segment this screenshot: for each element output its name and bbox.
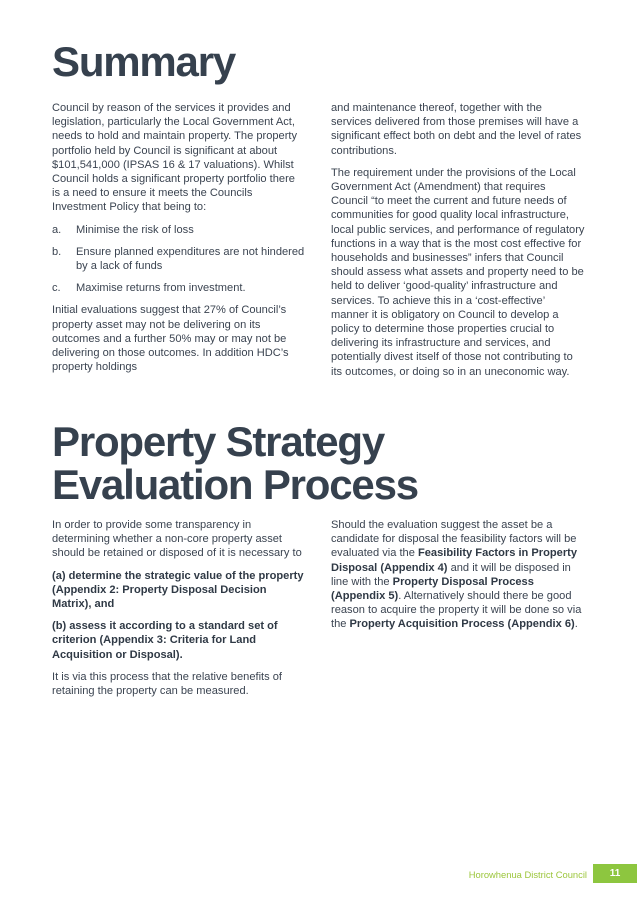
page-number-badge: 11 bbox=[593, 864, 637, 883]
process-closing-paragraph: It is via this process that the relative benefits of retaining the property can be measured. bbox=[52, 670, 283, 698]
text-run: and it will be disposed in line with the bbox=[331, 561, 571, 588]
footer-organization: Horowhenua District Council bbox=[468, 869, 587, 880]
text-run: Should the evaluation suggest the asset be a candidate for disposal the feasibility factors will be evaluated via the bbox=[331, 519, 577, 560]
list-item bbox=[52, 245, 306, 273]
list-item bbox=[52, 281, 306, 295]
summary-requirement-paragraph: The requirement under the provisions of the Local Government Act (Amendment) that requires Council “to meet the current and future needs of communities for good quality local infrastructure, local public services, and performance of regulatory functions in a way that is the most cost effective for households and businesses” infers that Council should assess what assets and property need to be held to deliver ‘good-quality’ infrastructure and services. To achieve this in a ‘cost-effective’ manner it is obligatory on Council to develop a policy to determine those properties crucial to delivering its infrastructure and services, and potentially divest itself of those not contributing to its outcomes, or doing so in an uneconomic way. bbox=[331, 166, 585, 378]
process-step-b: (b) assess it according to a standard set of criterion (Appendix 3: Criteria for Land Acquisition or Disposal). bbox=[52, 620, 278, 661]
list-marker: b. bbox=[52, 245, 62, 258]
disposal-process-reference: Property Disposal Process (Appendix 5) bbox=[331, 575, 534, 603]
process-step-a: (a) determine the strategic value of the property (Appendix 2: Property Disposal Decision Matrix), and bbox=[52, 569, 304, 611]
process-heading-line2: Evaluation Process bbox=[52, 461, 418, 508]
process-column-left bbox=[52, 518, 306, 706]
summary-column-left bbox=[52, 101, 306, 382]
process-disposal-paragraph bbox=[331, 518, 585, 632]
list-item-text: Ensure planned expenditures are not hindered by a lack of funds bbox=[76, 245, 305, 273]
list-marker: a. bbox=[52, 223, 62, 236]
summary-column-right bbox=[331, 101, 585, 387]
summary-evaluation-paragraph: Initial evaluations suggest that 27% of Council’s property asset may not be delivering on its outcomes and a further 50% may or may not be delivering on those outcomes. In addition HDC’s property holdings bbox=[52, 304, 289, 374]
summary-heading: Summary bbox=[52, 38, 236, 85]
summary-intro-paragraph: Council by reason of the services it provides and legislation, particularly the Local Government Act, needs to hold and maintain property. The property portfolio held by Council is significant at about $101,541,000 (IPSAS 16 & 17 valuations). Whilst Council holds a significant property portfolio there is a need to ensure it meets the Councils Investment Policy that being to: bbox=[52, 102, 298, 214]
process-intro-paragraph: In order to provide some transparency in determining whether a non-core property asset should be retained or disposed of it is necessary to bbox=[52, 519, 302, 560]
process-heading bbox=[52, 420, 418, 506]
text-run: . bbox=[574, 618, 578, 631]
list-item bbox=[52, 223, 306, 237]
list-marker: c. bbox=[52, 282, 61, 295]
process-heading-line1: Property Strategy bbox=[52, 418, 385, 465]
acquisition-process-reference: Property Acquisition Process (Appendix 6) bbox=[349, 618, 575, 631]
summary-continuation-paragraph: and maintenance thereof, together with the services delivered from those premises will have a significant effect both on debt and the level of rates contributions. bbox=[331, 102, 582, 157]
list-item-text: Maximise returns from investment. bbox=[76, 282, 246, 295]
list-item-text: Minimise the risk of loss bbox=[76, 223, 194, 236]
feasibility-factors-reference: Feasibility Factors in Property Disposal (Appendix 4) bbox=[331, 547, 578, 574]
text-run: . Alternatively should there be good reason to acquire the property it will be done so via the bbox=[331, 590, 582, 631]
process-column-right bbox=[331, 518, 585, 640]
